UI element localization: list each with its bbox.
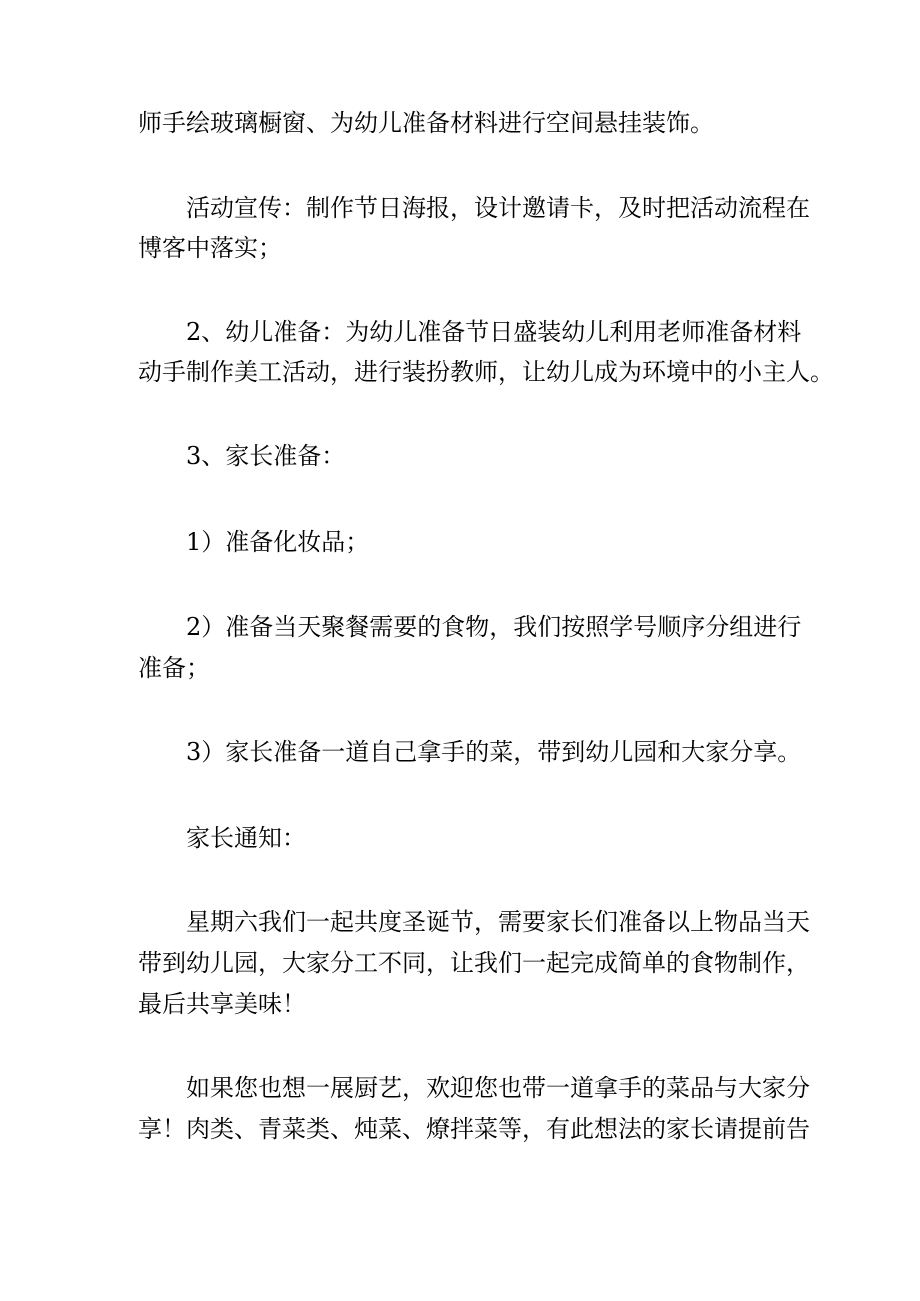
- paragraph-line: 动手制作美工活动，进行装扮教师，让幼儿成为环境中的小主人。: [138, 358, 834, 386]
- paragraph-line: 活动宣传：制作节日海报，设计邀请卡，及时把活动流程在: [186, 194, 810, 222]
- paragraph-line: 1）准备化妆品；: [186, 528, 370, 556]
- paragraph-line: 师手绘玻璃橱窗、为幼儿准备材料进行空间悬挂装饰。: [138, 109, 714, 137]
- paragraph-line: 2、幼儿准备：为幼儿准备节日盛装幼儿利用老师准备材料: [186, 318, 802, 346]
- paragraph-line: 3）家长准备一道自己拿手的菜，带到幼儿园和大家分享。: [186, 738, 802, 766]
- paragraph-line: 家长通知：: [186, 824, 306, 852]
- paragraph-line: 带到幼儿园，大家分工不同，让我们一起完成简单的食物制作，: [138, 949, 810, 977]
- paragraph-line: 准备；: [138, 654, 210, 682]
- paragraph-line: 如果您也想一展厨艺，欢迎您也带一道拿手的菜品与大家分: [186, 1074, 810, 1102]
- paragraph-line: 最后共享美味！: [138, 990, 306, 1018]
- paragraph-line: 2）准备当天聚餐需要的食物，我们按照学号顺序分组进行: [186, 613, 802, 641]
- paragraph-line: 博客中落实；: [138, 234, 282, 262]
- paragraph-line: 星期六我们一起共度圣诞节，需要家长们准备以上物品当天: [186, 908, 810, 936]
- paragraph-line: 享！肉类、青菜类、炖菜、燎拌菜等，有此想法的家长请提前告: [138, 1115, 810, 1143]
- paragraph-line: 3、家长准备：: [186, 442, 346, 470]
